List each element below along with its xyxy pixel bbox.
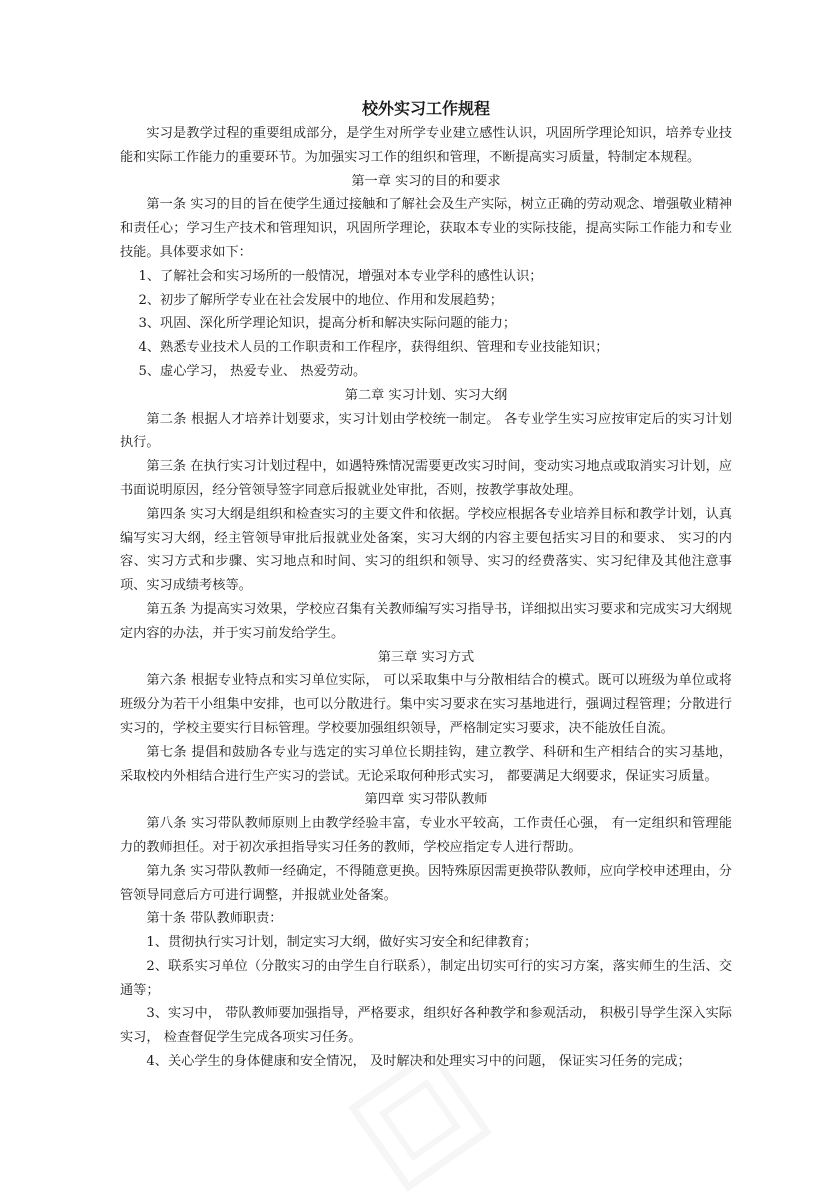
article-4: 第四条 实习大纲是组织和检查实习的主要文件和依据。学校应根据各专业培养目标和教学计划，认真编写实习大纲，经主管领导审批后报就业处备案，实习大纲的内容主要包括实习目的和要求、 实习的内容、实习方式和步骤、实习地点和时间、实习的组织和领导、实习的经费落实、实习纪律及其他注意事项、实习成绩考核等。 <box>120 506 732 594</box>
requirement-item: 2、初步了解所学专业在社会发展中的地位、作用和发展趋势； <box>138 292 503 308</box>
requirement-item: 3、巩固、深化所学理论知识，提高分析和解决实际问题的能力； <box>138 316 517 332</box>
duty-item: 1、贯彻执行实习计划，制定实习大纲，做好实习安全和纪律教育； <box>146 935 538 951</box>
duty-item: 3、实习中， 带队教师要加强指导，严格要求，组织好各种教学和参观活动， 积极引导学生深入实际实习， 检查督促学生完成各项实习任务。 <box>120 1006 732 1046</box>
chapter-3-heading: 第三章 实习方式 <box>377 649 475 665</box>
article-8: 第八条 实习带队教师原则上由教学经验丰富，专业水平较高，工作责任心强， 有一定组织和管理能力的教师担任。对于初次承担指导实习任务的教师，学校应指定专人进行帮助。 <box>120 816 732 855</box>
article-6: 第六条 根据专业特点和实习单位实际， 可以采取集中与分散相结合的模式。既可以班级为单位或将班级分为若干小组集中安排，也可以分散进行。集中实习要求在实习基地进行，强调过程管理；分散进行实习的，学校主要实行目标管理。学校要加强组织领导，严格制定实习要求，决不能放任自流。 <box>120 673 732 736</box>
duty-item: 2、联系实习单位（分散实习的由学生自行联系），制定出切实可行的实习方案，落实师生的生活、交通等； <box>120 958 732 998</box>
chapter-2-heading: 第二章 实习计划、实习大纲 <box>344 387 508 403</box>
requirement-item: 1、了解社会和实习场所的一般情况，增强对本专业学科的感性认识； <box>138 268 543 284</box>
requirement-item: 4、熟悉专业技术人员的工作职责和工作程序，获得组织、管理和专业技能知识； <box>138 340 609 356</box>
article-10: 第十条 带队教师职责： <box>146 911 283 927</box>
document-body <box>120 122 732 1074</box>
requirement-item: 5、虚心学习， 热爱专业、 热爱劳动。 <box>138 363 367 379</box>
chapter-1-heading: 第一章 实习的目的和要求 <box>351 173 501 189</box>
article-3: 第三条 在执行实习计划过程中，如遇特殊情况需要更改实习时间，变动实习地点或取消实习计划，应书面说明原因，经分管领导签字同意后报就业处审批，否则，按教学事故处理。 <box>120 459 732 498</box>
article-7: 第七条 提倡和鼓励各专业与选定的实习单位长期挂钩，建立教学、科研和生产相结合的实习基地， 采取校内外相结合进行生产实习的尝试。无论采取何种形式实习， 都要满足大纲要求，保证实习质量。 <box>120 744 732 784</box>
duty-item: 4、关心学生的身体健康和安全情况， 及时解决和处理实习中的问题， 保证实习任务的完成； <box>146 1054 691 1070</box>
article-1: 第一条 实习的目的旨在使学生通过接触和了解社会及生产实际，树立正确的劳动观念、增强敬业精神和责任心；学习生产技术和管理知识，巩固所学理论，获取本专业的实际技能，提高实际工作能力和专业技能。具体要求如下： <box>120 197 732 260</box>
intro-paragraph: 实习是教学过程的重要组成部分，是学生对所学专业建立感性认识，巩固所学理论知识，培养专业技能和实际工作能力的重要环节。为加强实习工作的组织和管理，不断提高实习质量，特制定本规程。 <box>120 126 732 165</box>
article-2: 第二条 根据人才培养计划要求，实习计划由学校统一制定。 各专业学生实习应按审定后的实习计划执行。 <box>120 411 732 451</box>
article-9: 第九条 实习带队教师一经确定，不得随意更换。因特殊原因需更换带队教师，应向学校申述理由，分管领导同意后方可进行调整，并报就业处备案。 <box>120 863 732 903</box>
document-title: 校外实习工作规程 <box>361 99 490 118</box>
chapter-4-heading: 第四章 实习带队教师 <box>364 792 488 808</box>
article-5: 第五条 为提高实习效果，学校应召集有关教师编写实习指导书，详细拟出实习要求和完成实习大纲规定内容的办法，并于实习前发给学生。 <box>120 601 732 641</box>
